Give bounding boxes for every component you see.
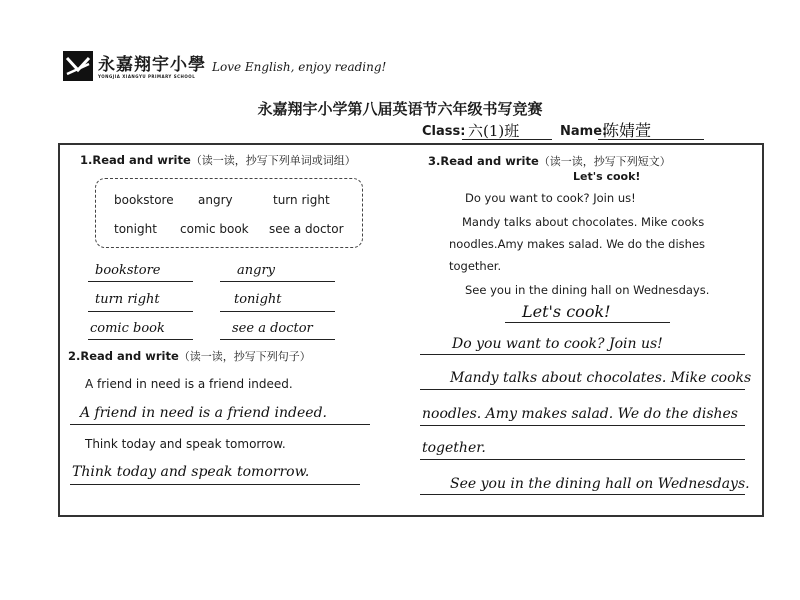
writing-line (70, 484, 360, 485)
school-logo-name: 永嘉翔宇小學 (98, 55, 206, 75)
handwritten-word: bookstore (95, 263, 161, 278)
school-logo-icon (62, 50, 94, 82)
name-value: 陈婧萱 (603, 121, 652, 140)
name-underline (598, 139, 704, 140)
writing-line (220, 339, 335, 340)
handwritten-passage-line: Mandy talks about chocolates. Mike cooks (450, 370, 752, 386)
handwritten-passage-line: together. (422, 440, 486, 456)
handwritten-sentence: A friend in need is a friend indeed. (80, 405, 327, 421)
handwritten-sentence: Think today and speak tomorrow. (72, 464, 310, 480)
handwritten-word: comic book (90, 321, 165, 336)
writing-line (70, 424, 370, 425)
word-item: tonight (114, 222, 157, 236)
writing-line (420, 354, 745, 355)
sentence-text: Think today and speak tomorrow. (85, 437, 286, 451)
class-underline (462, 139, 552, 140)
passage-line: together. (449, 259, 502, 273)
name-label: Name: (560, 124, 608, 139)
passage-line: noodles.Amy makes salad. We do the dishes (449, 237, 706, 251)
writing-line (88, 311, 193, 312)
class-label: Class: (422, 124, 466, 139)
writing-line (420, 425, 745, 426)
passage-line: Do you want to cook? Join us! (465, 191, 636, 205)
word-item: see a doctor (269, 222, 344, 236)
handwritten-word: tonight (234, 292, 282, 307)
sentence-text: A friend in need is a friend indeed. (85, 377, 293, 391)
passage-title: Let's cook! (573, 170, 641, 183)
slogan: Love English, enjoy reading! (212, 60, 387, 74)
word-item: turn right (273, 193, 330, 207)
handwritten-passage-title: Let's cook! (522, 302, 611, 321)
writing-line (420, 459, 745, 460)
passage-line: Mandy talks about chocolates. Mike cooks (462, 215, 705, 229)
writing-line (420, 389, 745, 390)
class-value: 六(1)班 (468, 122, 520, 140)
writing-line (420, 494, 745, 495)
word-item: comic book (180, 222, 249, 236)
section2-heading: 2.Read and write（读一读，抄写下列句子） (68, 349, 311, 363)
handwritten-passage-line: See you in the dining hall on Wednesdays. (450, 476, 750, 492)
passage-line: See you in the dining hall on Wednesdays. (465, 283, 710, 297)
school-logo-english: YONGJIA XIANGYU PRIMARY SCHOOL (98, 74, 196, 79)
writing-line (88, 339, 193, 340)
handwritten-passage-line: Do you want to cook? Join us! (452, 336, 663, 352)
word-box (95, 178, 363, 248)
page-title: 永嘉翔宇小学第八届英语节六年级书写竞赛 (257, 100, 543, 118)
section3-heading: 3.Read and write（读一读，抄写下列短文） (428, 154, 671, 168)
word-item: bookstore (114, 193, 174, 207)
handwritten-passage-line: noodles. Amy makes salad. We do the dishes (422, 406, 738, 422)
word-item: angry (198, 193, 233, 207)
writing-line (88, 281, 193, 282)
section1-heading: 1.Read and write（读一读，抄写下列单词或词组） (80, 153, 356, 167)
handwritten-word: see a doctor (232, 321, 313, 336)
writing-line (220, 311, 335, 312)
handwritten-word: angry (237, 263, 276, 278)
writing-line (505, 322, 670, 323)
writing-line (220, 281, 335, 282)
handwritten-word: turn right (95, 292, 160, 307)
